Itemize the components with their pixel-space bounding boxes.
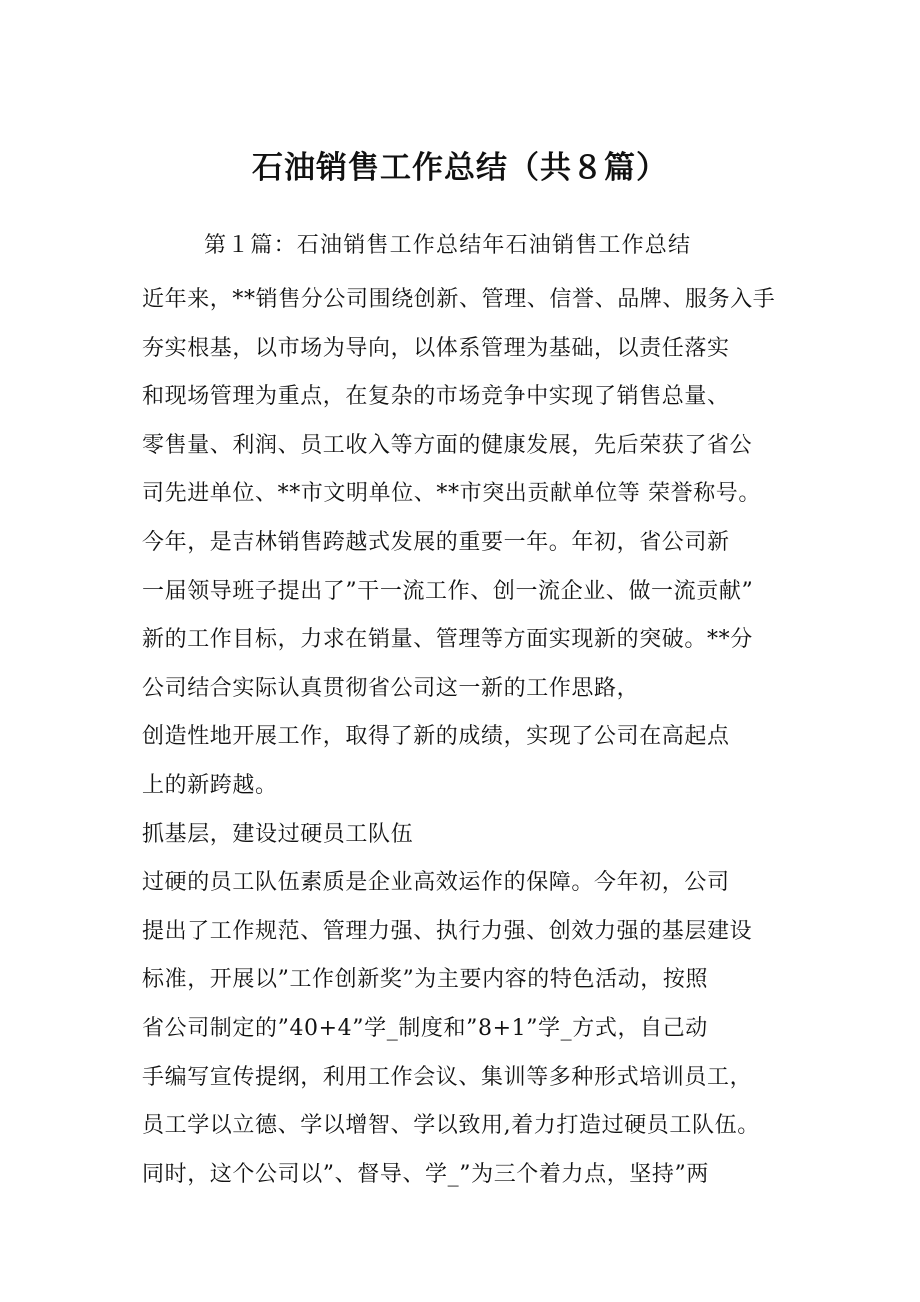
text-line: 手编写宣传提纲，利用工作会议、集训等多种形式培训员工， [142, 1064, 753, 1090]
text-line: 和现场管理为重点，在复杂的市场竞争中实现了销售总量、 [142, 384, 730, 410]
text-line: 过硬的员工队伍素质是企业高效运作的保障。今年初，公司 [142, 870, 730, 896]
text-line: 提出了工作规范、管理力强、执行力强、创效力强的基层建设 [142, 918, 753, 944]
section-heading: 抓基层，建设过硬员工队伍 [142, 821, 414, 847]
text-line: 创造性地开展工作，取得了新的成绩，实现了公司在高起点 [142, 724, 730, 750]
text-line: 标准，开展以”工作创新奖”为主要内容的特色活动，按照 [142, 967, 709, 993]
text-line: 省公司制定的”40+4”学_制度和”8+1”学_方式，自己动 [142, 1015, 708, 1041]
text-line: 公司结合实际认真贯彻省公司这一新的工作思路， [142, 675, 640, 701]
text-line: 今年，是吉林销售跨越式发展的重要一年。年初，省公司新 [142, 529, 730, 555]
text-line: 员工学以立德、学以增智、学以致用,着力打造过硬员工队伍。 [142, 1113, 760, 1139]
document-title: 石油销售工作总结（共８篇） [252, 150, 668, 186]
text-line: 同时，这个公司以”、督导、学_”为三个着力点，坚持”两 [142, 1161, 709, 1187]
text-line: 近年来，**销售分公司围绕创新、管理、信誉、品牌、服务入手 [142, 287, 776, 312]
text-line: 新的工作目标，力求在销量、管理等方面实现新的突破。**分 [142, 627, 753, 653]
text-line: 一届领导班子提出了”干一流工作、创一流企业、做一流贡献” [142, 578, 754, 604]
text-line: 上的新跨越。 [142, 772, 278, 798]
text-line: 夯实根基，以市场为导向，以体系管理为基础，以责任落实 [142, 335, 730, 361]
text-line: 司先进单位、**市文明单位、**市突出贡献单位等 荣誉称号。 [142, 481, 761, 507]
text-line: 零售量、利润、员工收入等方面的健康发展，先后荣获了省公 [142, 432, 753, 458]
body-text [142, 276, 797, 1199]
chapter-heading: 第１篇：石油销售工作总结年石油销售工作总结 [204, 233, 692, 258]
